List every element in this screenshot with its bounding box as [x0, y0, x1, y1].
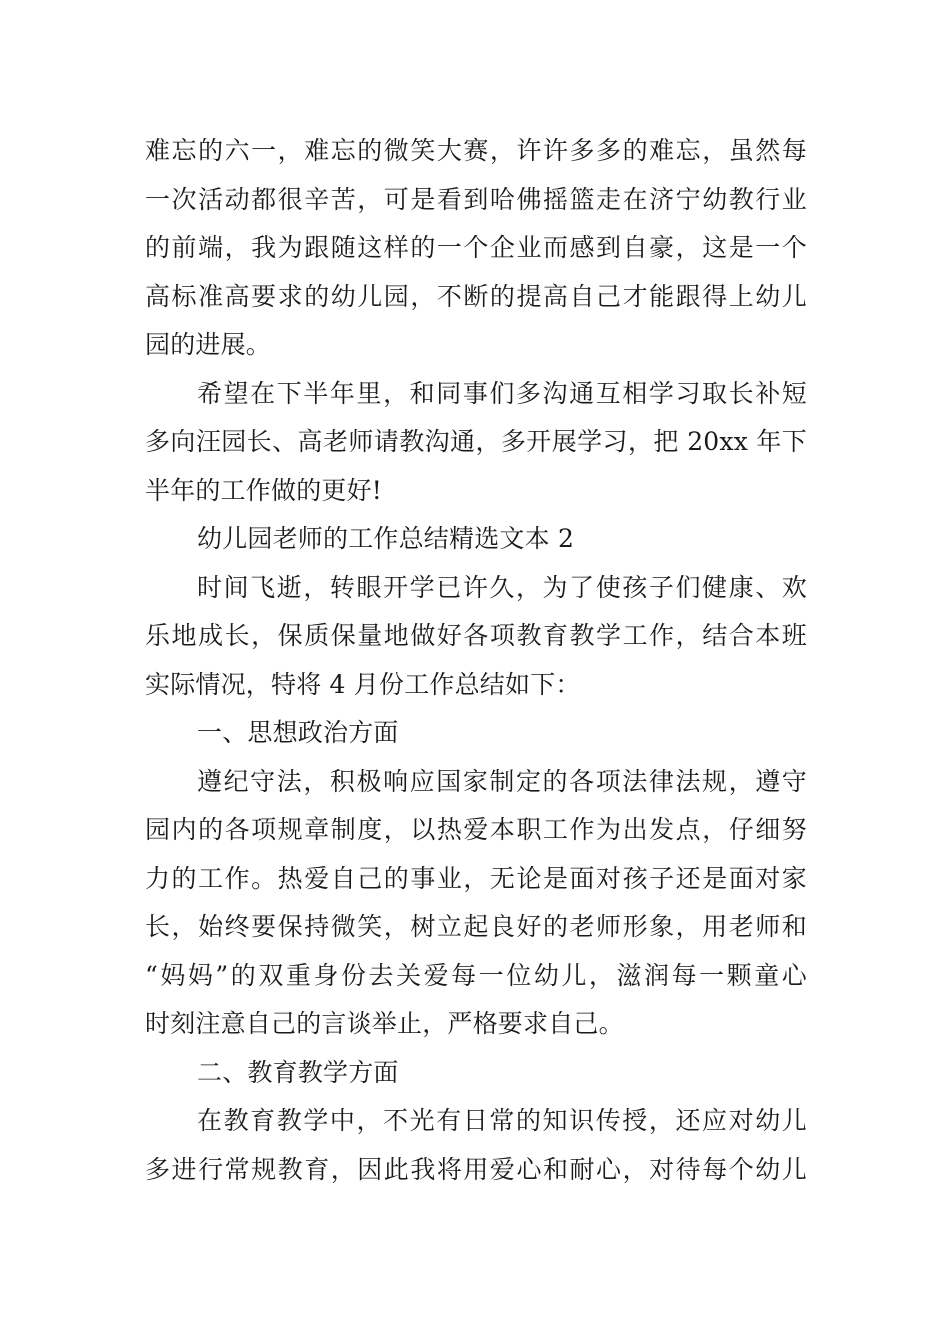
paragraph-continuation	[145, 127, 807, 370]
subsection-heading: 二、教育教学方面	[197, 1057, 399, 1087]
text-line: 希望在下半年里，和同事们多沟通互相学习取长补短	[197, 378, 807, 408]
paragraph-teaching	[145, 1097, 807, 1194]
text-line: 长，始终要保持微笑，树立起良好的老师形象，用老师和	[145, 912, 807, 941]
text-line: 的前端，我为跟随这样的一个企业而感到自豪，这是一个	[145, 233, 807, 262]
text-line: 乐地成长，保质保量地做好各项教育教学工作，结合本班	[145, 621, 807, 650]
text-line: 时间飞逝，转眼开学已许久，为了使孩子们健康、欢	[197, 572, 807, 602]
text-line: 时刻注意自己的言谈举止，严格要求自己。	[145, 1009, 624, 1038]
text-line: 力的工作。热爱自己的事业，无论是面对孩子还是面对家	[145, 863, 807, 893]
text-line: 园的进展。	[145, 330, 272, 359]
text-line: 半年的工作做的更好!	[145, 475, 383, 505]
text-line: 多进行常规教育，因此我将用爱心和耐心，对待每个幼儿	[145, 1154, 807, 1184]
text-line: 遵纪守法，积极响应国家制定的各项法律法规，遵守	[197, 766, 807, 796]
text-line: 多向汪园长、高老师请教沟通，多开展学习，把 20xx 年下	[145, 427, 807, 456]
text-line: 园内的各项规章制度，以热爱本职工作为出发点，仔细努	[145, 815, 807, 844]
text-line: 实际情况，特将 4 月份工作总结如下：	[145, 669, 581, 699]
section-title: 幼儿园老师的工作总结精选文本 2	[197, 524, 575, 553]
text-line: 在教育教学中，不光有日常的知识传授，还应对幼儿	[197, 1106, 807, 1135]
text-line: 高标准高要求的幼儿园，不断的提高自己才能跟得上幼儿	[145, 281, 807, 311]
paragraph-intro	[145, 564, 807, 710]
text-line: “妈妈”的双重身份去关爱每一位幼儿，滋润每一颗童心	[145, 960, 807, 990]
paragraph-hope	[145, 370, 807, 516]
document-body	[145, 127, 807, 1194]
text-line: 一次活动都很辛苦，可是看到哈佛摇篮走在济宁幼教行业	[145, 184, 807, 214]
subsection-heading: 一、思想政治方面	[197, 718, 399, 747]
paragraph-ideology	[145, 758, 807, 1049]
text-line: 难忘的六一，难忘的微笑大赛，许许多多的难忘，虽然每	[145, 136, 807, 165]
